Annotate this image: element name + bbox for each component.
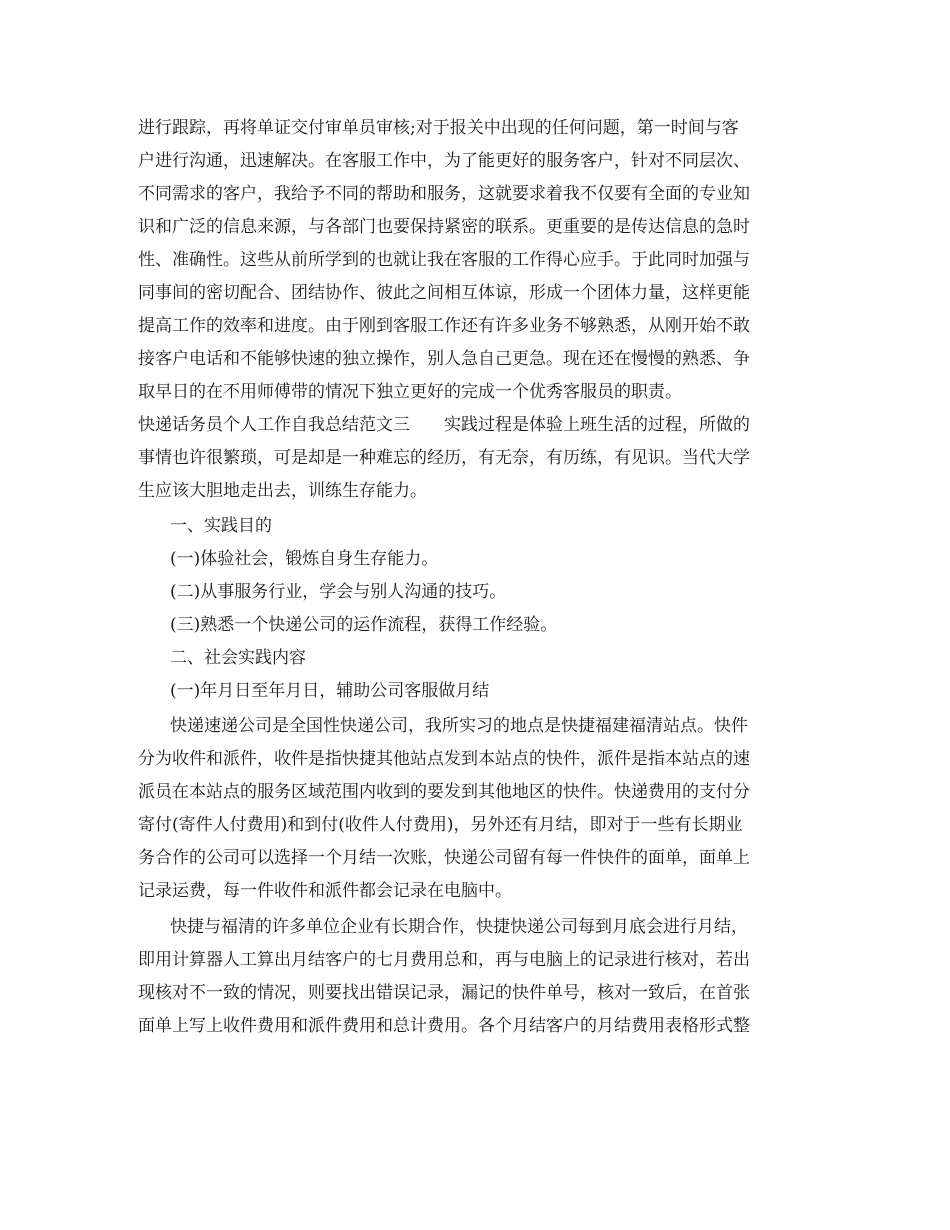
text-line: 不同需求的客户，我给予不同的帮助和服务，这就要求着我不仅要有全面的专业知: [138, 184, 750, 204]
text-line: 进行跟踪，再将单证交付审单员审核;对于报关中出现的任何问题，第一时间与客: [138, 118, 739, 138]
text-line: 户进行沟通，迅速解决。在客服工作中，为了能更好的服务客户，针对不同层次、: [138, 151, 750, 171]
text-line: 面单上写上收件费用和派件费用和总计费用。各个月结客户的月结费用表格形式整: [138, 1016, 750, 1036]
text-line: 分为收件和派件，收件是指快捷其他站点发到本站点的快件，派件是指本站点的速: [138, 749, 750, 769]
list-item: (一)年月日至年月日，辅助公司客服做月结: [170, 681, 490, 701]
text-line: 生应该大胆地走出去，训练生存能力。: [138, 481, 427, 501]
text-line: 现核对不一致的情况，则要找出错误记录，漏记的快件单号，核对一致后，在首张: [138, 983, 750, 1003]
text-line: 即用计算器人工算出月结客户的七月费用总和，再与电脑上的记录进行核对，若出: [138, 950, 750, 970]
text-line: 识和广泛的信息来源，与各部门也要保持紧密的联系。更重要的是传达信息的急时: [138, 217, 750, 237]
text-line: 快递速递公司是全国性快递公司，我所实习的地点是快捷福建福清站点。快件: [170, 716, 748, 736]
list-item: (三)熟悉一个快递公司的运作流程，获得工作经验。: [170, 615, 558, 635]
list-item: (二)从事服务行业，学会与别人沟通的技巧。: [170, 582, 507, 602]
text-line: 记录运费，每一件收件和派件都会记录在电脑中。: [138, 881, 512, 901]
text-line: 取早日的在不用师傅带的情况下独立更好的完成一个优秀客服员的职责。: [138, 382, 682, 402]
text-line: 接客户电话和不能够快速的独立操作，别人急自己更急。现在还在慢慢的熟悉、争: [138, 349, 750, 369]
text-line: 性、准确性。这些从前所学到的也就让我在客服的工作得心应手。于此同时加强与: [138, 250, 750, 270]
heading-practice-content: 二、社会实践内容: [170, 648, 306, 668]
text-line: 寄付(寄件人付费用)和到付(收件人付费用)，另外还有月结，即对于一些有长期业: [138, 815, 743, 835]
heading-practice-purpose: 一、实践目的: [170, 516, 272, 536]
text-line: 同事间的密切配合、团结协作、彼此之间相互体谅，形成一个团体力量，这样更能: [138, 283, 750, 303]
text-line: 派员在本站点的服务区域范围内收到的要发到其他地区的快件。快递费用的支付分: [138, 782, 750, 802]
list-item: (一)体验社会，锻炼自身生存能力。: [170, 549, 439, 569]
text-line: 提高工作的效率和进度。由于刚到客服工作还有许多业务不够熟悉，从刚开始不敢: [138, 316, 750, 336]
text-line: 务合作的公司可以选择一个月结一次账，快递公司留有每一件快件的面单，面单上: [138, 848, 750, 868]
text-line: 事情也许很繁琐，可是却是一种难忘的经历，有无奈，有历练，有见识。当代大学: [138, 448, 750, 468]
section-title-line: 快递话务员个人工作自我总结范文三 实践过程是体验上班生活的过程，所做的: [138, 415, 750, 435]
text-line: 快捷与福清的许多单位企业有长期合作，快捷快递公司每到月底会进行月结，: [170, 917, 748, 937]
